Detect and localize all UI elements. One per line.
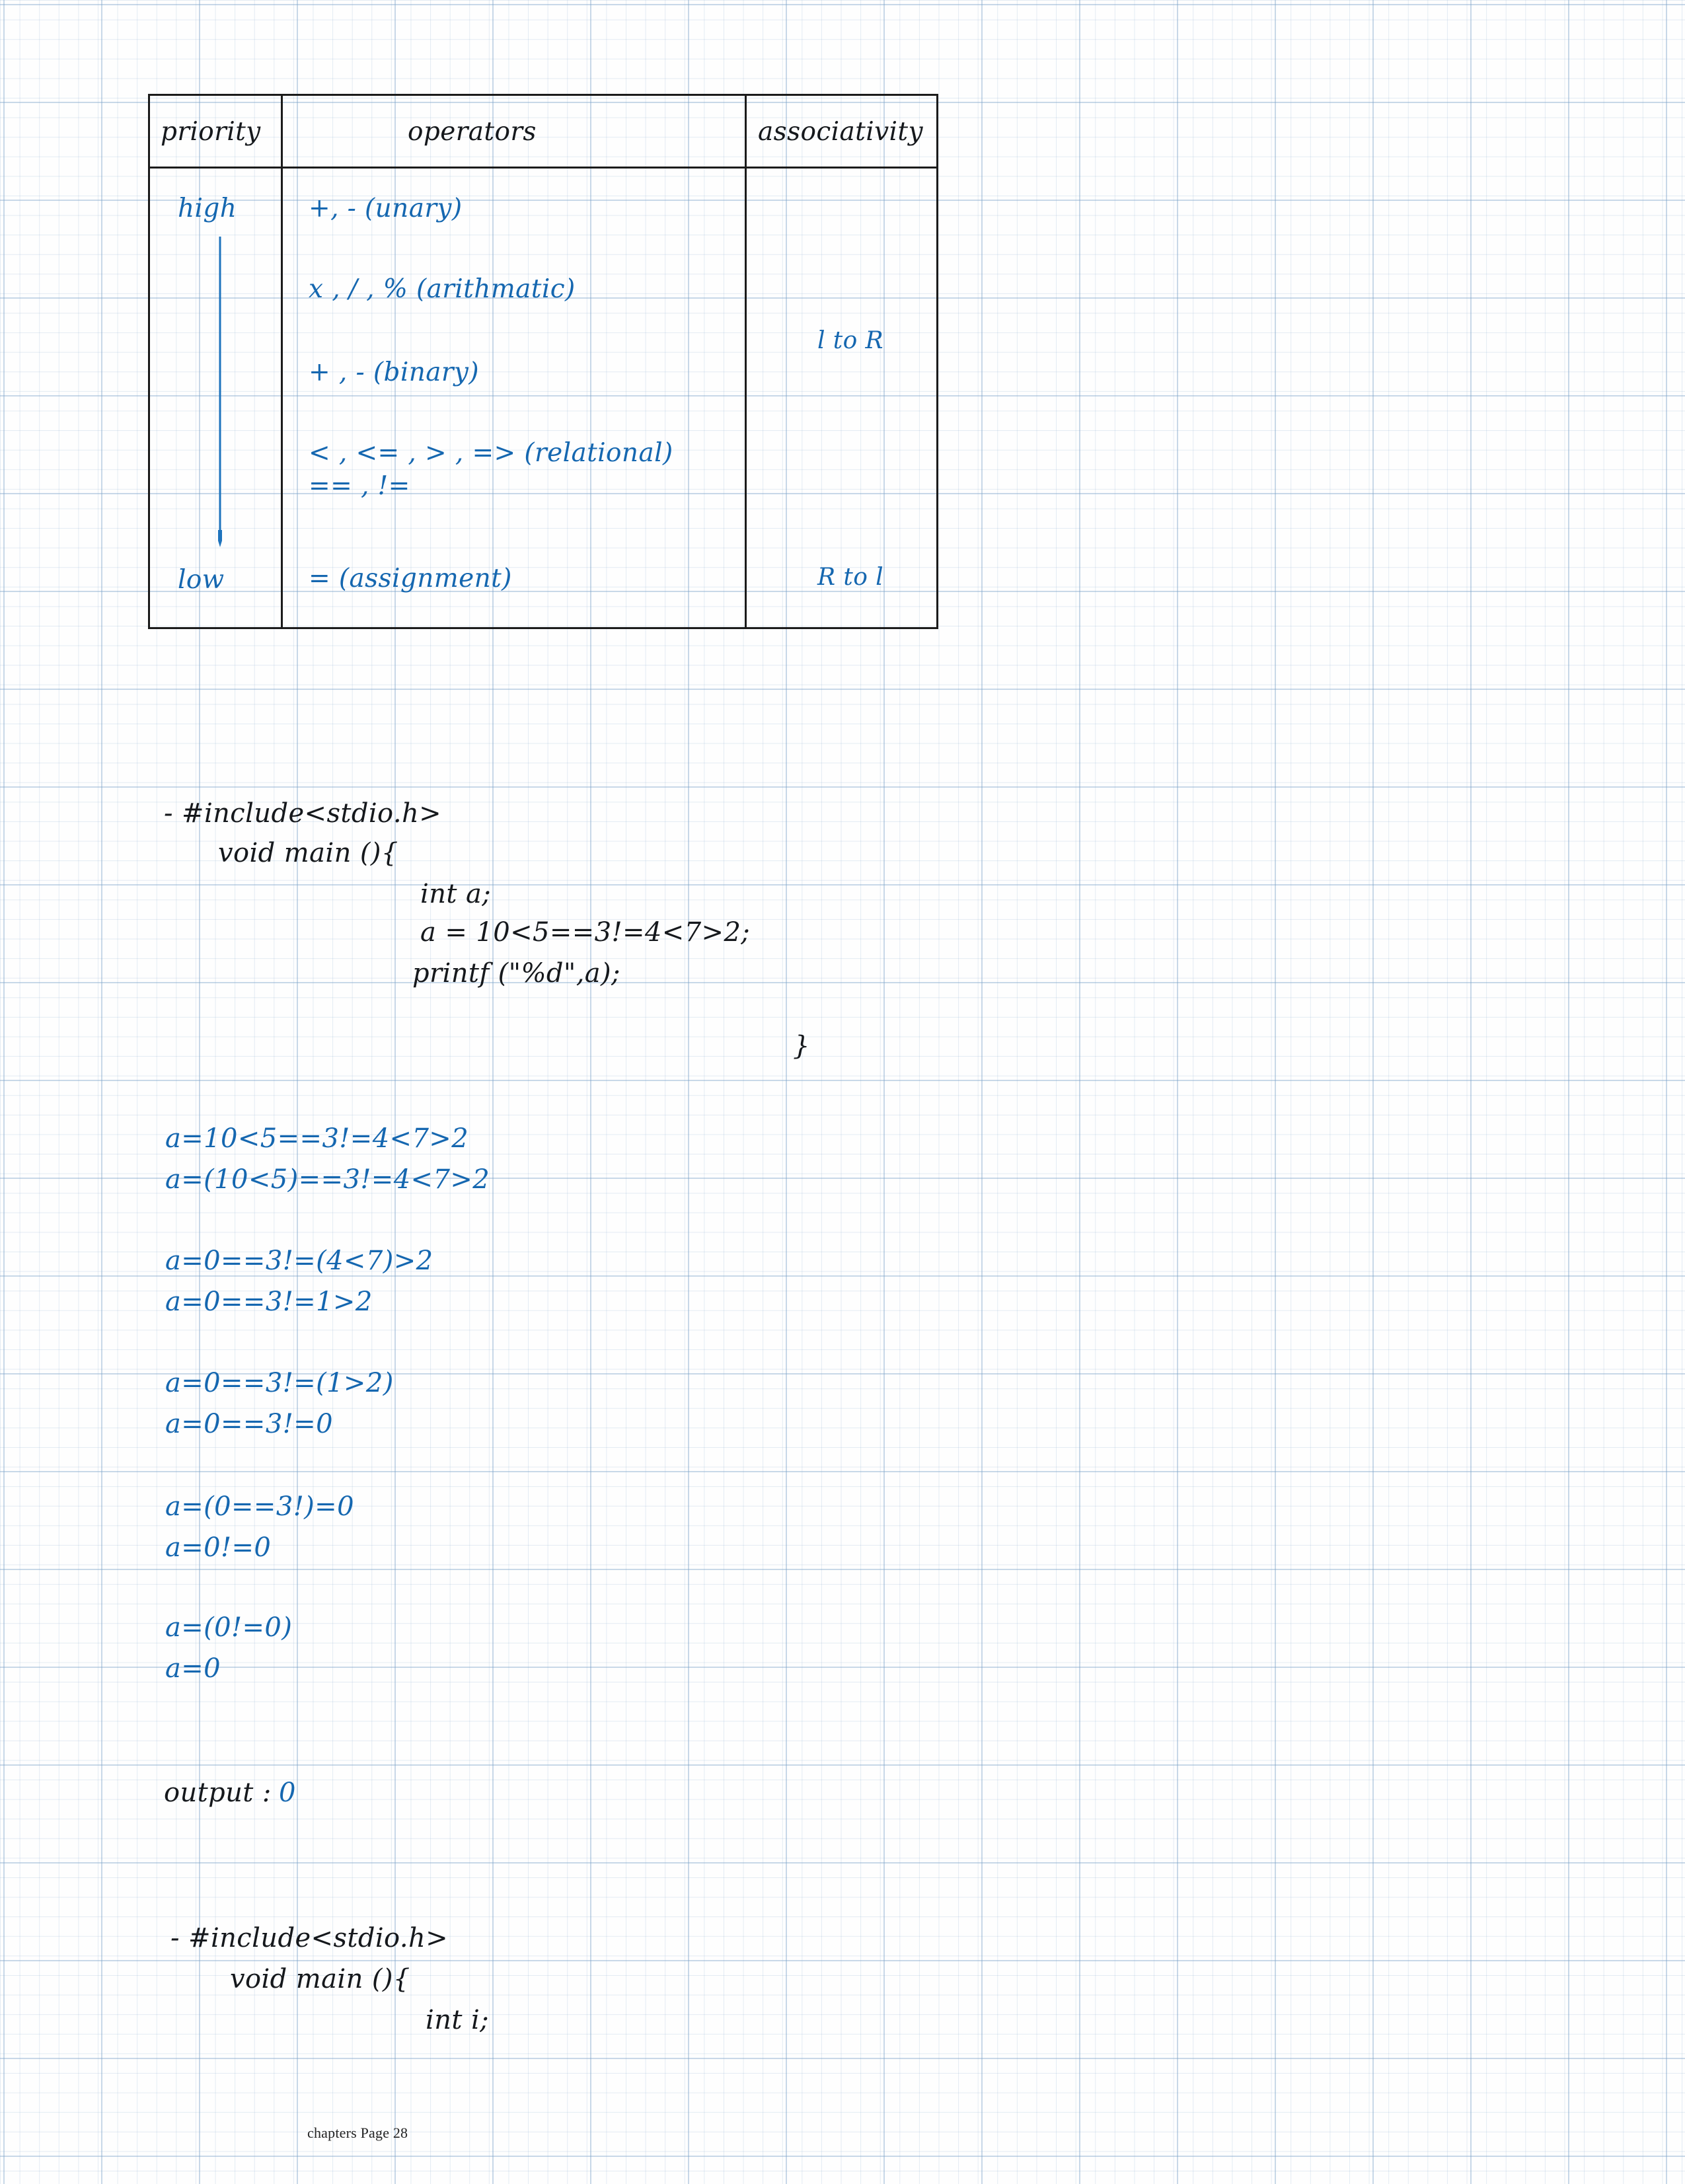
priority-label-low: low bbox=[178, 565, 225, 595]
table-header-priority: priority bbox=[161, 117, 261, 147]
table-column-divider-1 bbox=[281, 96, 283, 627]
operator-row-2: + , - (binary) bbox=[309, 358, 479, 387]
operator-row-3: < , <= , > , => (relational) bbox=[309, 438, 673, 468]
derivation-line-4-0: a=(0!=0) bbox=[165, 1612, 293, 1643]
priority-direction-arrow bbox=[218, 237, 222, 547]
derivation-line-3-0: a=(0==3!)=0 bbox=[165, 1491, 354, 1522]
output-label: output : bbox=[164, 1778, 272, 1808]
program-one-line-5: } bbox=[793, 1031, 810, 1061]
derivation-line-2-0: a=0==3!=(1>2) bbox=[165, 1368, 394, 1398]
derivation-line-0-0: a=10<5==3!=4<7>2 bbox=[165, 1123, 469, 1154]
operator-row-1: x , / , % (arithmatic) bbox=[309, 274, 576, 304]
program-two-line-1: void main (){ bbox=[230, 1964, 410, 1994]
program-one-line-3: a = 10<5==3!=4<7>2; bbox=[420, 917, 751, 948]
program-two-line-2: int i; bbox=[426, 2005, 490, 2035]
operator-row-5: = (assignment) bbox=[309, 564, 512, 593]
priority-label-high: high bbox=[178, 194, 237, 223]
operator-row-4: == , != bbox=[309, 471, 410, 501]
associativity-bottom: R to l bbox=[817, 564, 884, 591]
associativity-top: l to R bbox=[817, 327, 884, 354]
derivation-line-1-0: a=0==3!=(4<7)>2 bbox=[165, 1246, 433, 1276]
derivation-line-0-1: a=(10<5)==3!=4<7>2 bbox=[165, 1164, 490, 1195]
operator-row-0: +, - (unary) bbox=[309, 194, 463, 223]
page-footer: chapters Page 28 bbox=[307, 2125, 408, 2141]
table-header-divider bbox=[150, 167, 936, 169]
output-value: 0 bbox=[279, 1778, 296, 1808]
derivation-line-4-1: a=0 bbox=[165, 1653, 221, 1684]
program-one-line-1: void main (){ bbox=[218, 838, 398, 868]
program-one-line-2: int a; bbox=[420, 879, 492, 909]
program-one-line-4: printf ("%d",a); bbox=[412, 958, 620, 989]
table-column-divider-2 bbox=[745, 96, 747, 627]
program-one-line-0: - #include<stdio.h> bbox=[164, 798, 442, 829]
derivation-line-2-1: a=0==3!=0 bbox=[165, 1409, 333, 1439]
program-two-line-0: - #include<stdio.h> bbox=[170, 1923, 449, 1953]
operator-priority-table bbox=[148, 94, 938, 629]
derivation-line-3-1: a=0!=0 bbox=[165, 1532, 272, 1563]
table-header-associativity: associativity bbox=[758, 117, 923, 147]
derivation-line-1-1: a=0==3!=1>2 bbox=[165, 1287, 373, 1317]
table-header-operators: operators bbox=[408, 117, 537, 147]
